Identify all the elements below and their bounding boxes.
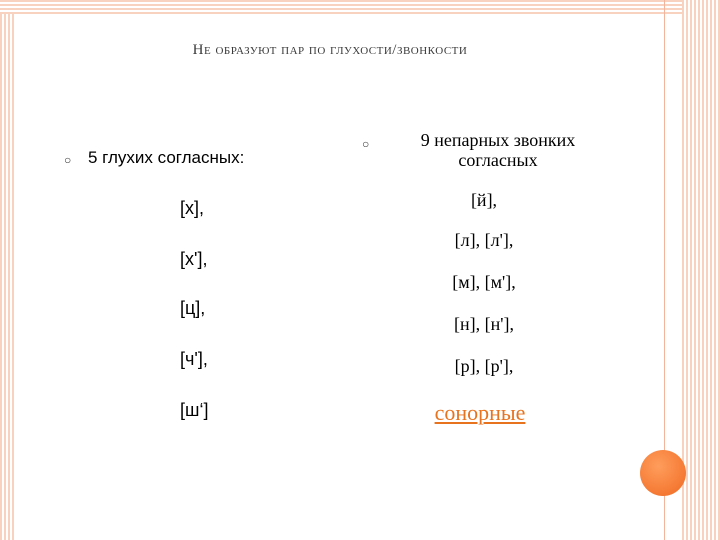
right-column-heading bbox=[378, 130, 618, 170]
list-item: [н], [н'], bbox=[454, 314, 514, 334]
ring-bullet-icon: ○ bbox=[64, 153, 72, 167]
left-column-heading: 5 глухих согласных: bbox=[88, 148, 245, 167]
frame-right-stripes bbox=[682, 0, 720, 540]
list-item: [х'], bbox=[180, 249, 208, 269]
list-item: [м], [м'], bbox=[452, 272, 516, 292]
list-item: [ц], bbox=[180, 298, 206, 318]
slide-title: Не образуют пар по глухости/звонкости bbox=[192, 42, 468, 58]
list-item: [р], [р'], bbox=[454, 356, 514, 376]
sonorant-link[interactable]: сонорные bbox=[434, 400, 526, 425]
frame-top-stripes bbox=[0, 0, 720, 14]
right-heading-line1: 9 непарных звонких bbox=[420, 130, 576, 150]
decorative-circle-icon bbox=[640, 450, 686, 496]
frame-left-stripes bbox=[0, 0, 14, 540]
list-item: [ч'], bbox=[180, 349, 208, 369]
list-item: [ш‘] bbox=[180, 400, 209, 420]
list-item: [х], bbox=[180, 198, 205, 218]
list-item: [л], [л'], bbox=[454, 230, 514, 250]
ring-bullet-icon: ○ bbox=[362, 137, 370, 151]
right-heading-line2: согласных bbox=[458, 150, 538, 170]
list-item: [й], bbox=[470, 190, 498, 210]
